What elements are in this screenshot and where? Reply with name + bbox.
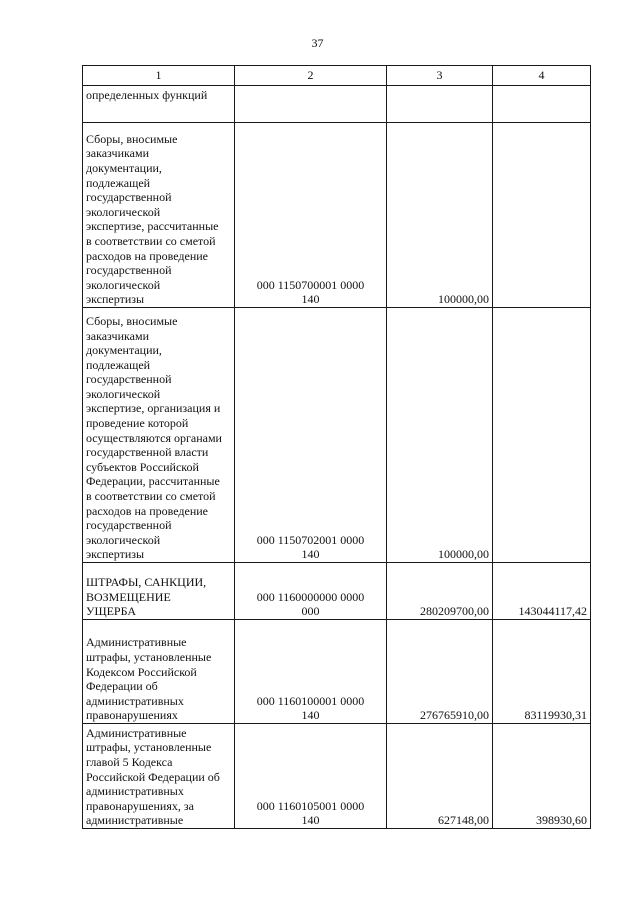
table-row (83, 308, 591, 563)
row-value-col4: 83119930,31 (493, 620, 591, 724)
table-row (83, 123, 591, 308)
row-value-col3: 280209700,00 (387, 563, 493, 620)
row-value-col4 (493, 86, 591, 123)
row-value-col4: 398930,60 (493, 724, 591, 829)
row-value-col3: 276765910,00 (387, 620, 493, 724)
row-code-cell: 000 1150700001 0000 140 (235, 123, 387, 308)
row-code-cell: 000 1160105001 0000 140 (235, 724, 387, 829)
row-name-cell: определенных функций (83, 86, 235, 123)
row-value-col4 (493, 123, 591, 308)
row-name-cell: Сборы, вносимые заказчиками документации, подлежащей государственной экологической экспертизе, организация и проведение которой осуществляются органами государственной власти субъектов Российской Федерации, рассчитанные в соответствии со сметой расходов на проведение государственной экологической экспертизы (83, 308, 235, 563)
row-code-cell: 000 1160000000 0000 000 (235, 563, 387, 620)
row-value-col3: 100000,00 (387, 123, 493, 308)
row-name-cell: ШТРАФЫ, САНКЦИИ, ВОЗМЕЩЕНИЕ УЩЕРБА (83, 563, 235, 620)
column-header-2: 2 (235, 66, 387, 86)
table-row (83, 620, 591, 724)
row-value-col3: 100000,00 (387, 308, 493, 563)
row-name-cell: Административные штрафы, установленные главой 5 Кодекса Российской Федерации об административных правонарушениях, за административные (83, 724, 235, 829)
row-value-col4: 143044117,42 (493, 563, 591, 620)
column-header-3: 3 (387, 66, 493, 86)
table-row (83, 724, 591, 829)
row-code-cell (235, 86, 387, 123)
page-number: 37 (311, 36, 324, 50)
table-row (83, 563, 591, 620)
row-code-cell: 000 1160100001 0000 140 (235, 620, 387, 724)
row-name-cell: Административные штрафы, установленные Кодексом Российской Федерации об административных правонарушениях (83, 620, 235, 724)
row-value-col3 (387, 86, 493, 123)
row-value-col4 (493, 308, 591, 563)
column-header-4: 4 (493, 66, 591, 86)
column-header-1: 1 (83, 66, 235, 86)
table-row (83, 86, 591, 123)
row-code-cell: 000 1150702001 0000 140 (235, 308, 387, 563)
row-value-col3: 627148,00 (387, 724, 493, 829)
budget-table (82, 65, 591, 829)
column-number-row (83, 66, 591, 86)
row-name-cell: Сборы, вносимые заказчиками документации, подлежащей государственной экологической экспертизе, рассчитанные в соответствии со сметой расходов на проведение государственной экологической экспертизы (83, 123, 235, 308)
